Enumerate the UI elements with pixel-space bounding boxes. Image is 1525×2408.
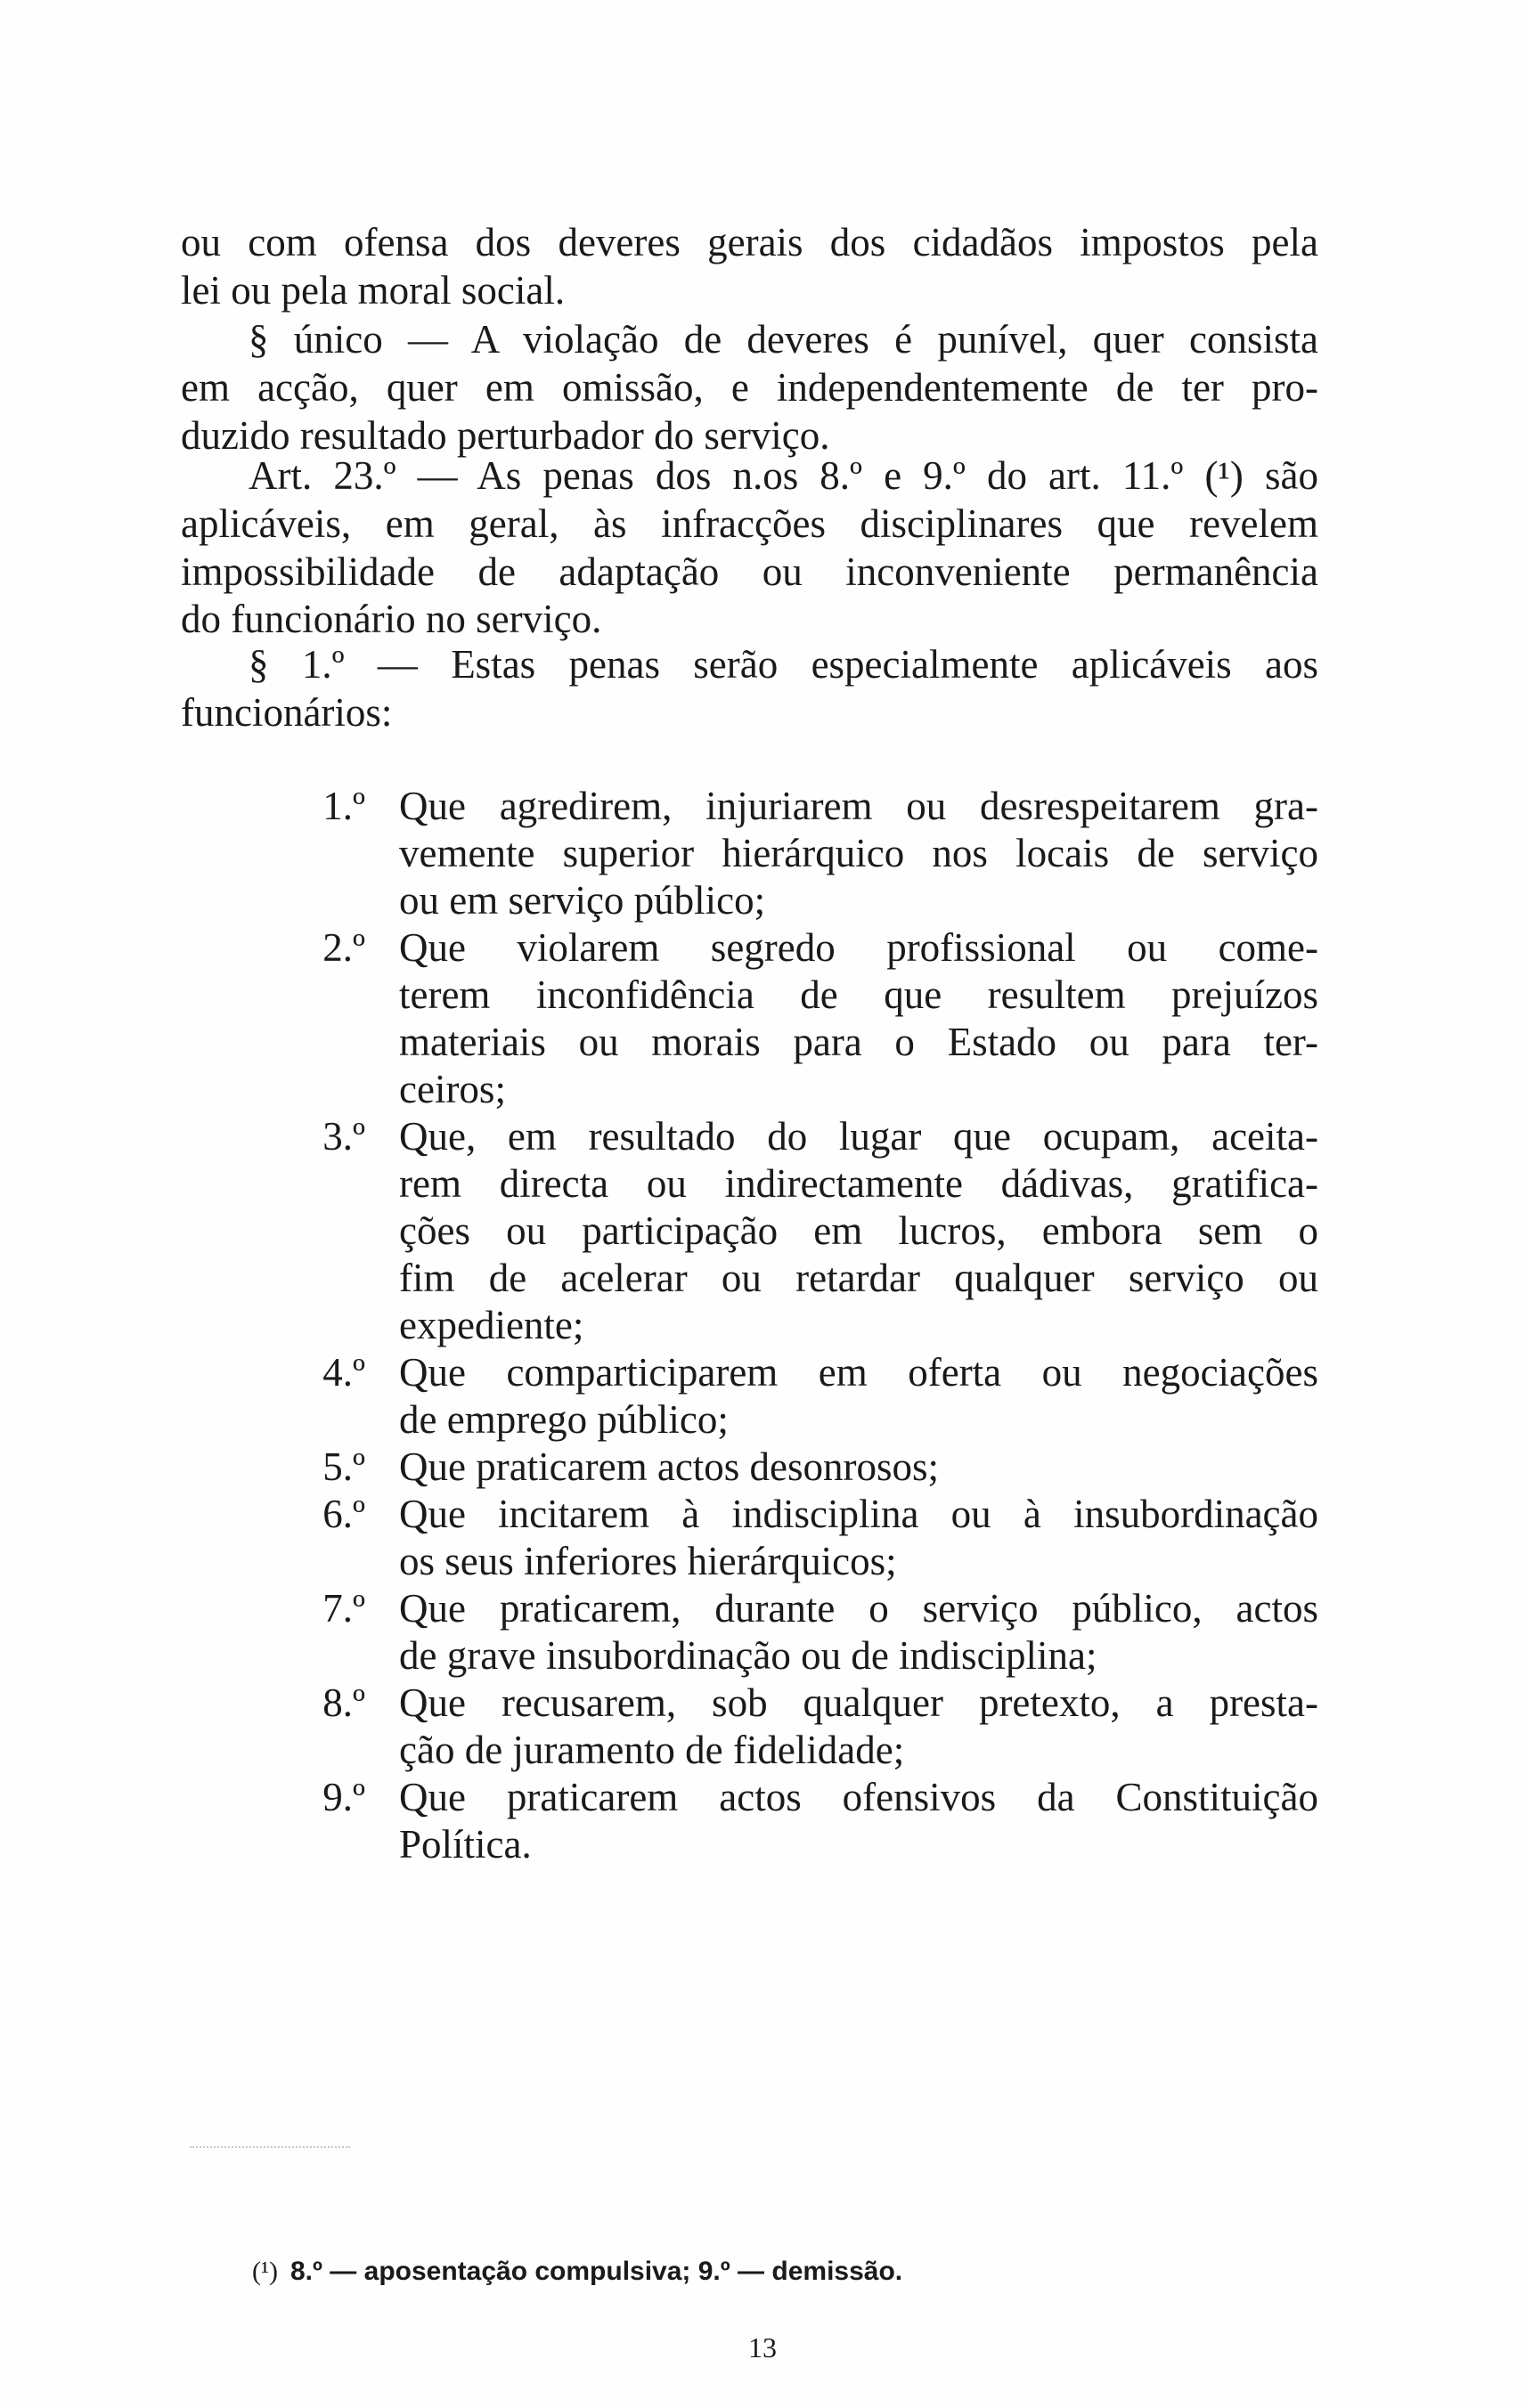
list-item-number: 9.º [322, 1775, 365, 1819]
list-item-line: materiais ou morais para o Estado ou para ter- [399, 1020, 1318, 1064]
page-number: 13 [748, 2331, 777, 2363]
body-line: do funcionário no serviço. [181, 597, 602, 641]
list-item-line: Que agredirem, injuriarem ou desrespeitarem gra- [399, 784, 1318, 828]
list-item-number: 2.º [322, 925, 365, 970]
body-line: duzido resultado perturbador do serviço. [181, 413, 830, 458]
list-item-number: 7.º [322, 1586, 365, 1631]
list-item-line: ção de juramento de fidelidade; [399, 1728, 905, 1772]
body-line: impossibilidade de adaptação ou inconveniente permanência [181, 549, 1318, 594]
list-item-line: fim de acelerar ou retardar qualquer serviço ou [399, 1256, 1318, 1300]
footnote-text: 8.º — aposentação compulsiva; 9.º — demissão. [290, 2257, 903, 2286]
list-item-number: 4.º [322, 1350, 365, 1395]
body-line: ou com ofensa dos deveres gerais dos cidadãos impostos pela [181, 220, 1318, 264]
list-item-line: os seus inferiores hierárquicos; [399, 1539, 897, 1583]
list-item-line: terem inconfidência de que resultem prejuízos [399, 972, 1318, 1017]
list-item-line: ções ou participação em lucros, embora sem o [399, 1208, 1318, 1253]
list-item-line: Que comparticiparem em oferta ou negociações [399, 1350, 1318, 1395]
list-item-line: ou em serviço público; [399, 878, 766, 923]
list-item-line: Que recusarem, sob qualquer pretexto, a presta- [399, 1680, 1318, 1725]
list-item-line: Que violarem segredo profissional ou come- [399, 925, 1318, 970]
body-line: funcionários: [181, 690, 393, 735]
list-item-line: de grave insubordinação ou de indisciplina; [399, 1633, 1097, 1678]
footnote-rule [190, 2146, 350, 2148]
body-line: aplicáveis, em geral, às infracções disciplinares que revelem [181, 501, 1318, 546]
body-line: Art. 23.º — As penas dos n.os 8.º e 9.º do art. 11.º (¹) são [249, 453, 1318, 498]
list-item-number: 5.º [322, 1444, 365, 1489]
body-line: lei ou pela moral social. [181, 268, 566, 313]
list-item-number: 3.º [322, 1114, 365, 1159]
list-item-line: expediente; [399, 1303, 584, 1347]
list-item-line: Que praticarem actos desonrosos; [399, 1444, 940, 1489]
footnote [252, 2254, 902, 2290]
list-item-line: Que incitarem à indisciplina ou à insubordinação [399, 1492, 1318, 1536]
list-item-line: de emprego público; [399, 1397, 729, 1442]
list-item-line: Que, em resultado do lugar que ocupam, aceita- [399, 1114, 1318, 1159]
body-line: § 1.º — Estas penas serão especialmente aplicáveis aos [249, 642, 1318, 687]
list-item-line: Que praticarem actos ofensivos da Constituição [399, 1775, 1318, 1819]
footnote-marker: (¹) [252, 2257, 278, 2286]
list-item-line: rem directa ou indirectamente dádivas, gratifica- [399, 1161, 1318, 1206]
list-item-line: ceiros; [399, 1067, 506, 1111]
list-item-number: 6.º [322, 1492, 365, 1536]
body-line: § único — A violação de deveres é punível, quer consista [249, 317, 1318, 362]
list-item-line: Que praticarem, durante o serviço público, actos [399, 1586, 1318, 1631]
list-item-number: 1.º [322, 784, 365, 828]
list-item-number: 8.º [322, 1680, 365, 1725]
list-item-line: Política. [399, 1822, 532, 1867]
list-item-line: vemente superior hierárquico nos locais de serviço [399, 831, 1318, 875]
body-line: em acção, quer em omissão, e independentemente de ter pro- [181, 365, 1318, 410]
